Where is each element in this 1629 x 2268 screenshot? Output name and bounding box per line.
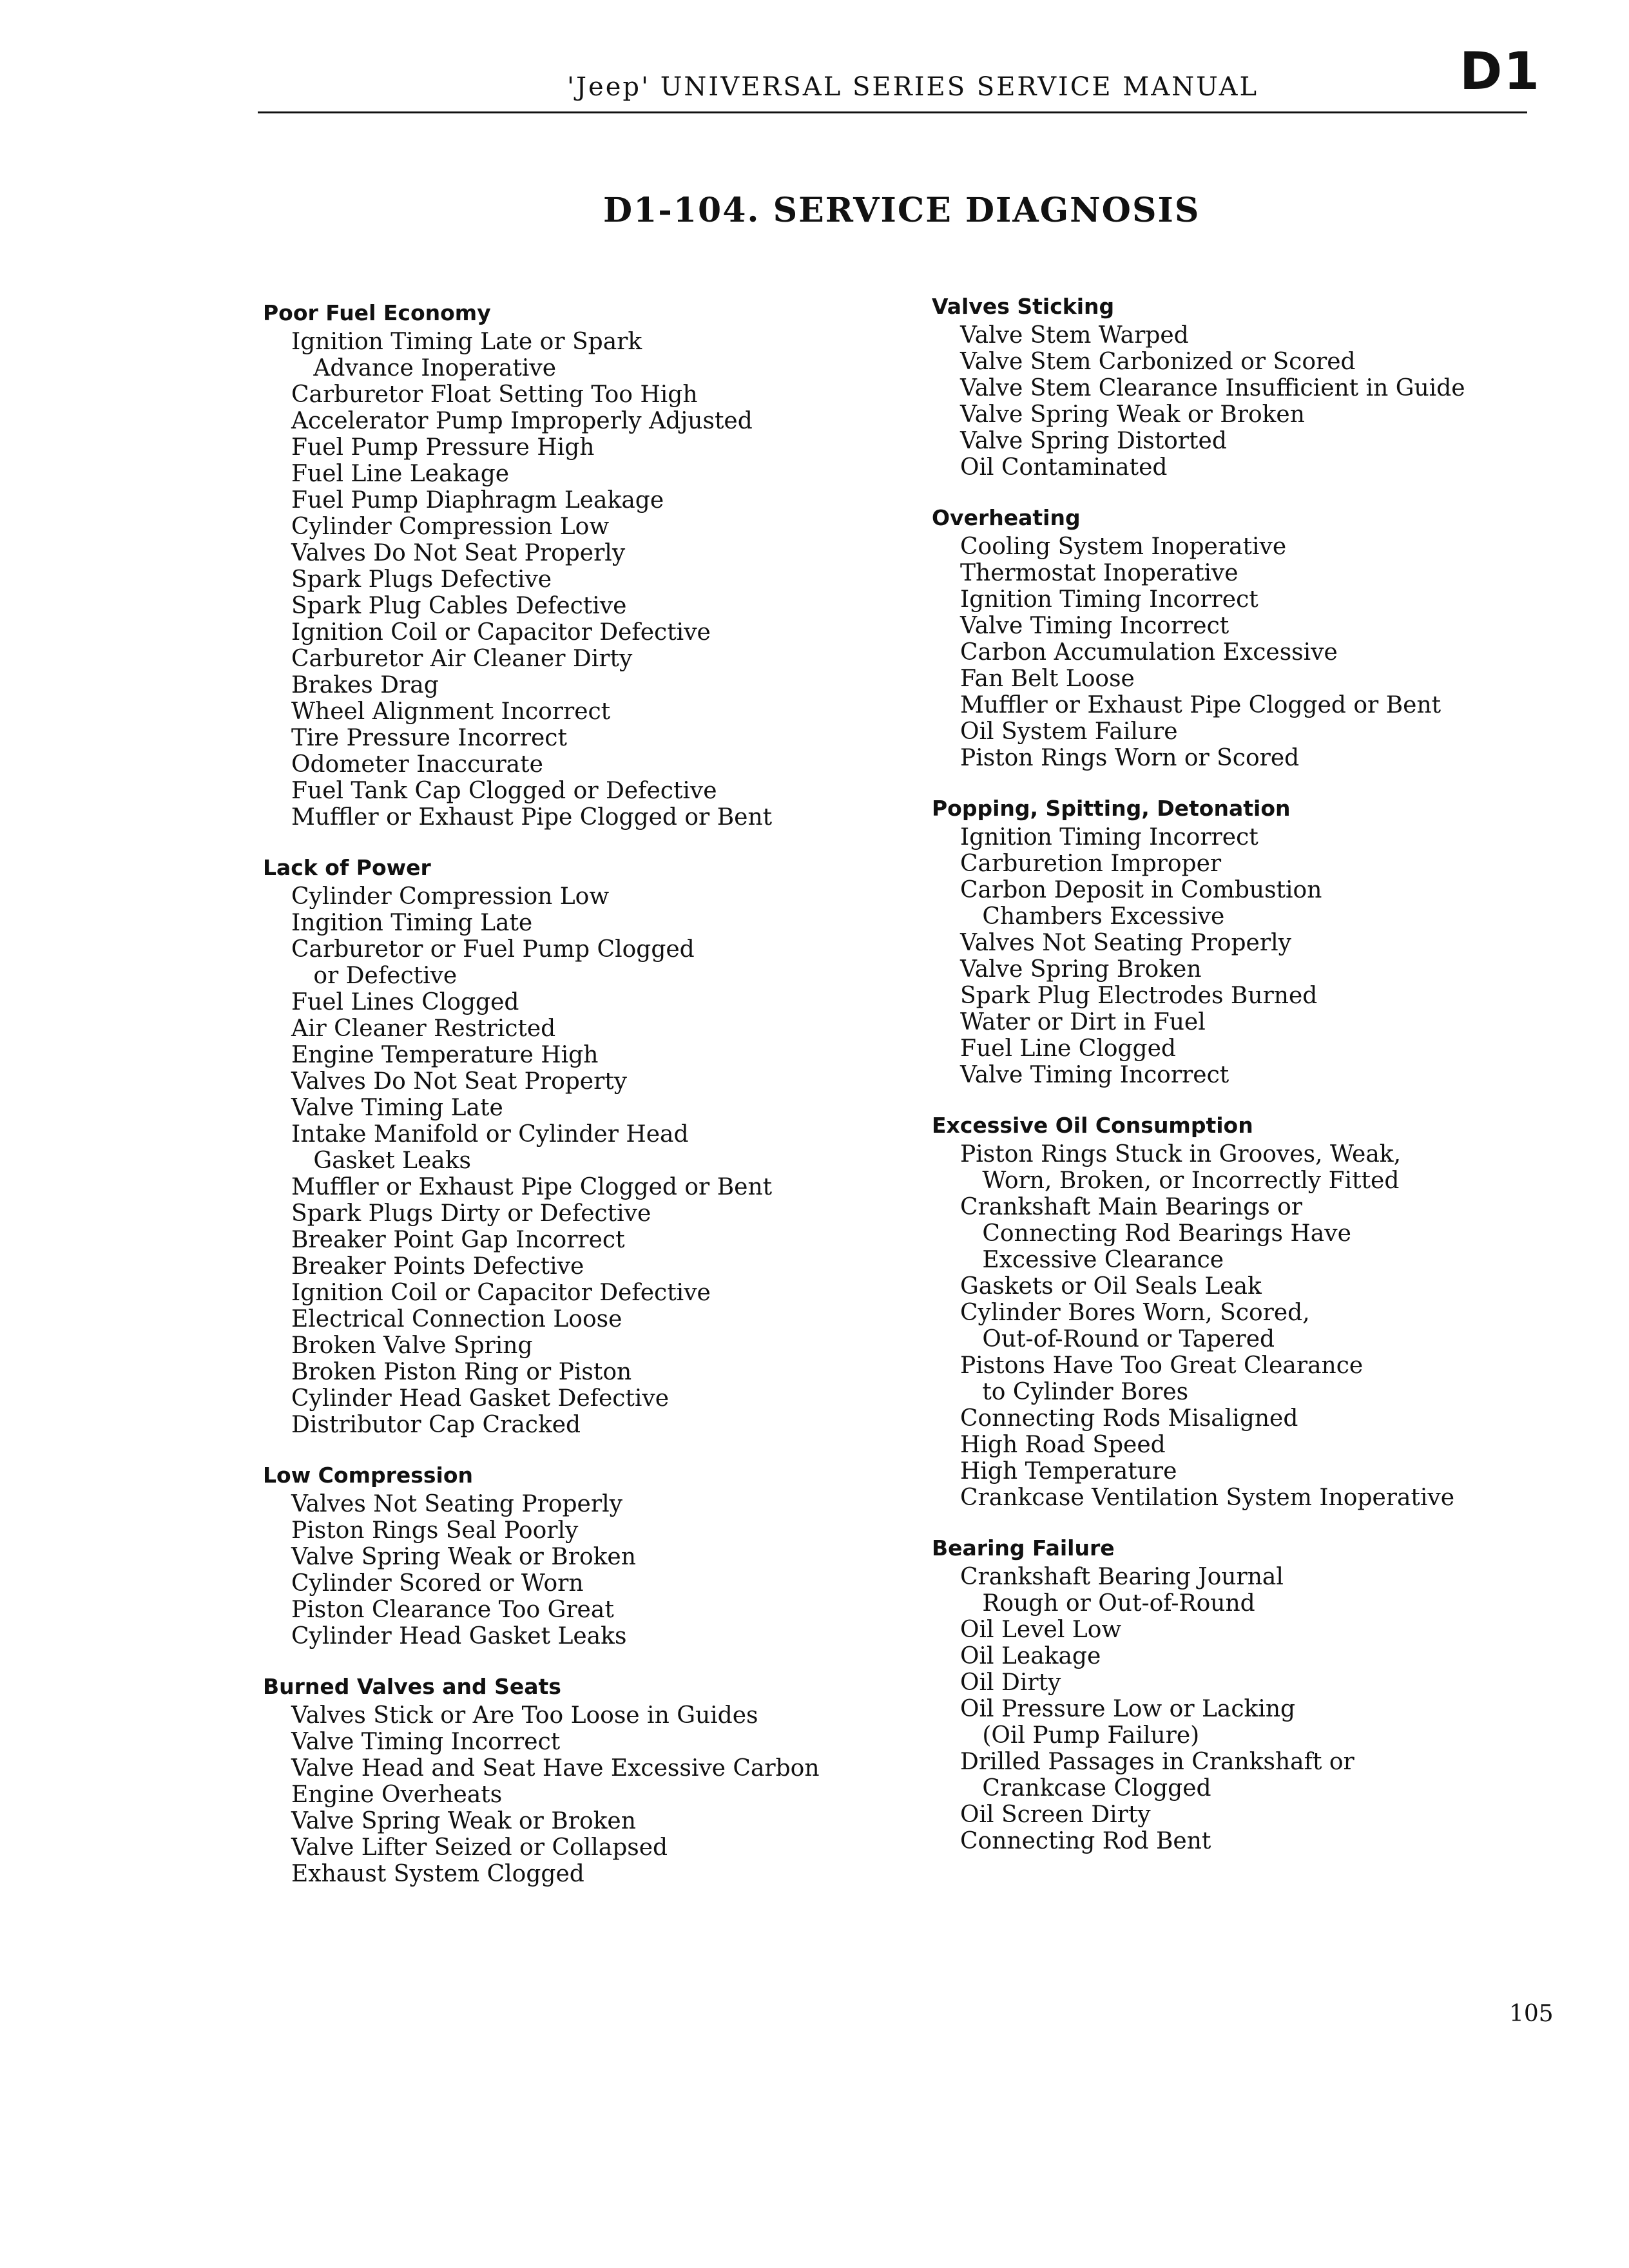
cause-item: Valve Stem Clearance Insufficient in Guide: [960, 375, 1465, 401]
cause-item: Brakes Drag: [291, 672, 439, 698]
group-heading: Poor Fuel Economy: [263, 300, 491, 325]
header-divider: [258, 111, 1527, 113]
cause-item: Spark Plugs Defective: [291, 566, 552, 593]
cause-item: Carburetion Improper: [960, 850, 1222, 877]
cause-item: Ignition Timing Incorrect: [960, 586, 1258, 613]
diagnosis-group: [932, 1533, 1576, 1854]
cause-item: Fan Belt Loose: [960, 666, 1135, 692]
cause-item: Connecting Rod Bent: [960, 1828, 1211, 1854]
group-heading: Burned Valves and Seats: [263, 1674, 561, 1699]
cause-item: High Temperature: [960, 1458, 1177, 1485]
cause-list: [932, 322, 1576, 481]
cause-item: Engine Overheats: [291, 1782, 503, 1808]
cause-item: Valve Spring Weak or Broken: [291, 1808, 636, 1834]
cause-item: Wheel Alignment Incorrect: [291, 698, 611, 725]
cause-item: Cylinder Compression Low: [291, 514, 610, 540]
cause-item: (Oil Pump Failure): [960, 1722, 1200, 1749]
diagnosis-group: [263, 298, 927, 831]
cause-item: Exhaust System Clogged: [291, 1861, 584, 1887]
cause-item: Tire Pressure Incorrect: [291, 725, 567, 751]
cause-item: Breaker Point Gap Incorrect: [291, 1227, 625, 1253]
cause-item: Fuel Line Clogged: [960, 1035, 1176, 1062]
cause-list: [263, 1491, 927, 1649]
cause-item: Cylinder Bores Worn, Scored,: [960, 1300, 1310, 1326]
cause-item: Intake Manifold or Cylinder Head: [291, 1121, 689, 1148]
group-heading: Low Compression: [263, 1463, 473, 1488]
cause-item: Oil Dirty: [960, 1669, 1061, 1696]
cause-item: Ignition Coil or Capacitor Defective: [291, 619, 711, 646]
cause-item: Spark Plugs Dirty or Defective: [291, 1200, 651, 1227]
cause-item: Breaker Points Defective: [291, 1253, 584, 1280]
cause-list: [263, 1702, 927, 1887]
right-column: [932, 291, 1576, 1876]
cause-item: or Defective: [291, 963, 458, 989]
group-heading: Valves Sticking: [932, 294, 1115, 319]
cause-item: to Cylinder Bores: [960, 1379, 1189, 1405]
cause-list: [932, 824, 1576, 1088]
cause-item: Carburetor Air Cleaner Dirty: [291, 646, 633, 672]
cause-item: Crankcase Ventilation System Inoperative: [960, 1485, 1455, 1511]
left-column: [263, 298, 927, 1909]
diagnosis-group: [932, 793, 1576, 1088]
cause-list: [932, 1141, 1576, 1511]
cause-item: Gaskets or Oil Seals Leak: [960, 1273, 1262, 1300]
cause-item: Distributor Cap Cracked: [291, 1412, 581, 1438]
diagnosis-group: [263, 1671, 927, 1887]
cause-item: Valve Stem Carbonized or Scored: [960, 349, 1356, 375]
group-heading: Bearing Failure: [932, 1535, 1115, 1561]
cause-item: Oil Contaminated: [960, 454, 1168, 481]
cause-item: Carburetor Float Setting Too High: [291, 381, 698, 408]
cause-item: High Road Speed: [960, 1432, 1166, 1458]
cause-item: Ignition Timing Late or Spark: [291, 329, 642, 355]
cause-item: Oil Screen Dirty: [960, 1802, 1151, 1828]
cause-item: Valve Head and Seat Have Excessive Carbon: [291, 1755, 820, 1782]
cause-item: Valve Lifter Seized or Collapsed: [291, 1834, 668, 1861]
cause-item: Valve Spring Distorted: [960, 428, 1227, 454]
cause-item: Piston Rings Seal Poorly: [291, 1517, 579, 1544]
cause-item: Piston Clearance Too Great: [291, 1597, 614, 1623]
cause-item: Piston Rings Stuck in Grooves, Weak,: [960, 1141, 1402, 1168]
cause-item: Electrical Connection Loose: [291, 1306, 622, 1332]
cause-item: Carbon Accumulation Excessive: [960, 639, 1338, 666]
group-heading: Overheating: [932, 505, 1081, 530]
cause-item: Valve Spring Weak or Broken: [960, 401, 1305, 428]
cause-item: Worn, Broken, or Incorrectly Fitted: [960, 1168, 1400, 1194]
cause-item: Water or Dirt in Fuel: [960, 1009, 1206, 1035]
cause-item: Piston Rings Worn or Scored: [960, 745, 1300, 771]
cause-item: Valves Not Seating Properly: [960, 930, 1291, 956]
diagnosis-group: [932, 1110, 1576, 1511]
page-title: D1-104. SERVICE DIAGNOSIS: [603, 191, 1200, 230]
diagnosis-group: [932, 503, 1576, 771]
diagnosis-group: [932, 291, 1576, 481]
cause-item: Air Cleaner Restricted: [291, 1015, 556, 1042]
cause-item: Connecting Rods Misaligned: [960, 1405, 1298, 1432]
cause-item: Muffler or Exhaust Pipe Clogged or Bent: [960, 692, 1441, 718]
section-code: D1: [1460, 41, 1541, 101]
cause-item: Cylinder Head Gasket Defective: [291, 1385, 670, 1412]
cause-item: Cylinder Compression Low: [291, 883, 610, 910]
cause-item: Cylinder Head Gasket Leaks: [291, 1623, 627, 1649]
cause-item: Out-of-Round or Tapered: [960, 1326, 1275, 1352]
cause-item: Muffler or Exhaust Pipe Clogged or Bent: [291, 804, 773, 831]
cause-item: Chambers Excessive: [960, 903, 1225, 930]
cause-item: Drilled Passages in Crankshaft or: [960, 1749, 1354, 1775]
cause-item: Thermostat Inoperative: [960, 560, 1239, 586]
cause-item: Accelerator Pump Improperly Adjusted: [291, 408, 753, 434]
cause-item: Ignition Timing Incorrect: [960, 824, 1258, 850]
cause-item: Oil System Failure: [960, 718, 1178, 745]
cause-list: [263, 329, 927, 831]
cause-item: Ignition Coil or Capacitor Defective: [291, 1280, 711, 1306]
cause-item: Oil Leakage: [960, 1643, 1101, 1669]
cause-item: Valves Do Not Seat Property: [291, 1068, 628, 1095]
cause-item: Spark Plug Cables Defective: [291, 593, 627, 619]
cause-item: Valve Timing Incorrect: [960, 613, 1229, 639]
group-heading: Excessive Oil Consumption: [932, 1113, 1253, 1138]
cause-list: [932, 1564, 1576, 1854]
cause-item: Odometer Inaccurate: [291, 751, 543, 778]
cause-item: Valves Not Seating Properly: [291, 1491, 622, 1517]
cause-item: Carbon Deposit in Combustion: [960, 877, 1322, 903]
cause-item: Spark Plug Electrodes Burned: [960, 983, 1318, 1009]
cause-item: Oil Pressure Low or Lacking: [960, 1696, 1296, 1722]
cause-item: Valve Spring Weak or Broken: [291, 1544, 636, 1570]
group-heading: Popping, Spitting, Detonation: [932, 796, 1291, 821]
cause-item: Fuel Pump Diaphragm Leakage: [291, 487, 664, 514]
cause-item: Gasket Leaks: [291, 1148, 472, 1174]
group-heading: Lack of Power: [263, 855, 431, 880]
cause-item: Cooling System Inoperative: [960, 533, 1287, 560]
cause-item: Valves Do Not Seat Properly: [291, 540, 626, 566]
cause-list: [263, 883, 927, 1438]
cause-item: Pistons Have Too Great Clearance: [960, 1352, 1364, 1379]
cause-item: Valve Timing Incorrect: [960, 1062, 1229, 1088]
cause-item: Cylinder Scored or Worn: [291, 1570, 584, 1597]
cause-item: Crankshaft Main Bearings or: [960, 1194, 1303, 1220]
diagnosis-group: [263, 1460, 927, 1649]
cause-item: Valve Spring Broken: [960, 956, 1202, 983]
cause-item: Fuel Lines Clogged: [291, 989, 519, 1015]
manual-title: 'Jeep' UNIVERSAL SERIES SERVICE MANUAL: [567, 72, 1259, 102]
cause-item: Carburetor or Fuel Pump Clogged: [291, 936, 695, 963]
cause-item: Broken Valve Spring: [291, 1332, 533, 1359]
cause-item: Rough or Out-of-Round: [960, 1590, 1255, 1617]
cause-item: Fuel Tank Cap Clogged or Defective: [291, 778, 717, 804]
cause-item: Broken Piston Ring or Piston: [291, 1359, 632, 1385]
cause-item: Engine Temperature High: [291, 1042, 599, 1068]
cause-item: Advance Inoperative: [291, 355, 556, 381]
cause-item: Valve Stem Warped: [960, 322, 1189, 349]
cause-item: Valve Timing Late: [291, 1095, 503, 1121]
diagnosis-group: [263, 852, 927, 1438]
cause-item: Crankshaft Bearing Journal: [960, 1564, 1284, 1590]
cause-item: Crankcase Clogged: [960, 1775, 1211, 1802]
cause-list: [932, 533, 1576, 771]
cause-item: Valves Stick or Are Too Loose in Guides: [291, 1702, 758, 1729]
cause-item: Oil Level Low: [960, 1617, 1122, 1643]
cause-item: Valve Timing Incorrect: [291, 1729, 561, 1755]
cause-item: Ingition Timing Late: [291, 910, 533, 936]
cause-item: Fuel Line Leakage: [291, 461, 510, 487]
cause-item: Fuel Pump Pressure High: [291, 434, 595, 461]
cause-item: Connecting Rod Bearings Have: [960, 1220, 1351, 1247]
cause-item: Excessive Clearance: [960, 1247, 1224, 1273]
page-number: 105: [1509, 2001, 1554, 2027]
cause-item: Muffler or Exhaust Pipe Clogged or Bent: [291, 1174, 773, 1200]
